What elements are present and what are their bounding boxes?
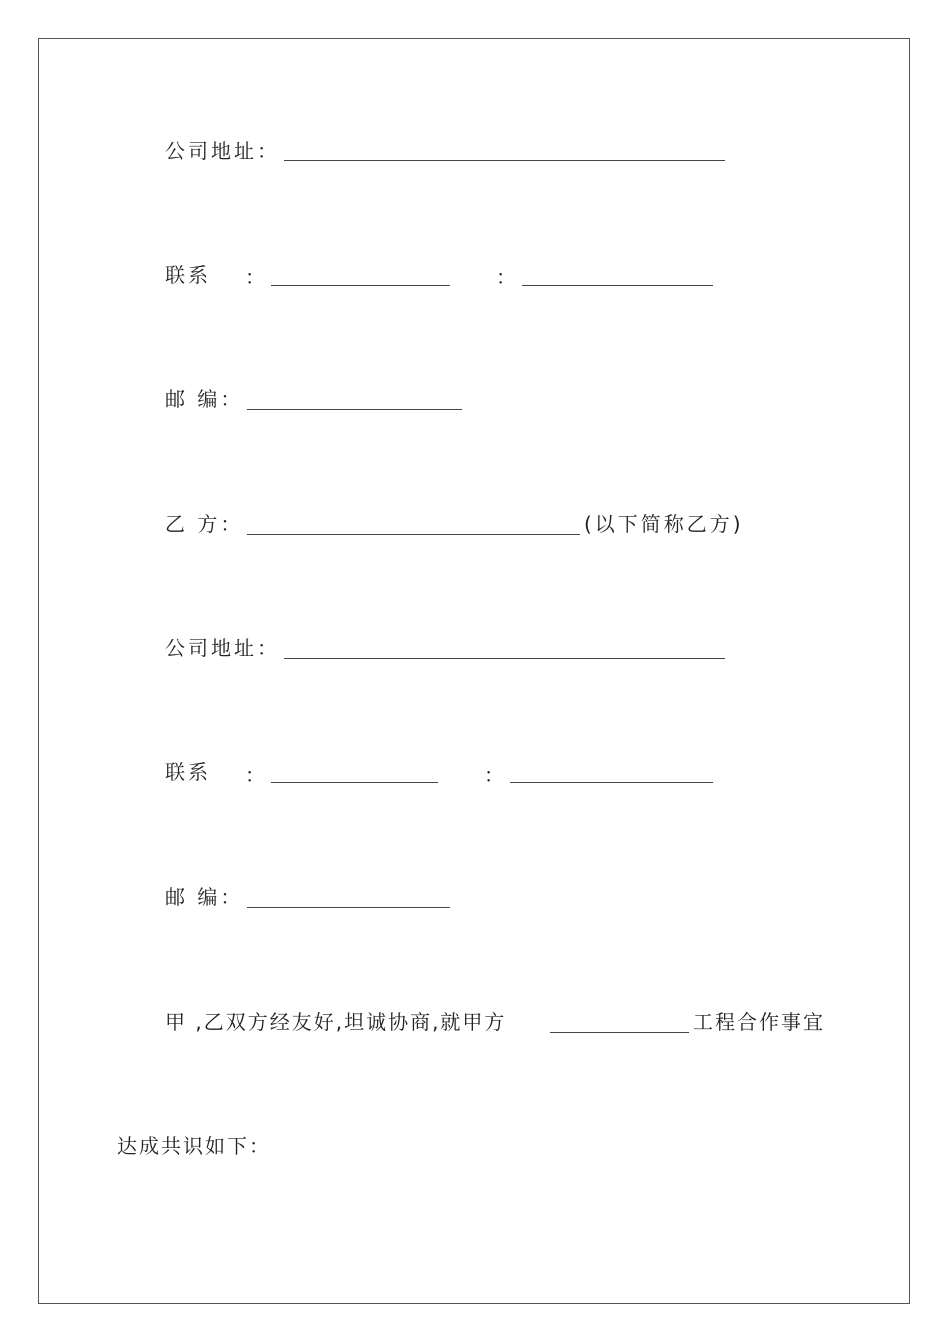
party-b-name-field[interactable] bbox=[247, 534, 580, 535]
party-a-address-field[interactable] bbox=[284, 160, 725, 161]
page-border bbox=[38, 38, 910, 1304]
party-b-label: 乙 方： bbox=[165, 512, 244, 536]
party-b-postcode-label: 邮 编： bbox=[165, 885, 244, 909]
party-a-postcode-field[interactable] bbox=[247, 409, 462, 410]
agreement-intro-cont: 达成共识如下： bbox=[117, 1134, 271, 1158]
party-a-address-label: 公司地址： bbox=[165, 139, 280, 163]
party-a-contact-field-2[interactable] bbox=[522, 285, 713, 286]
party-b-postcode-field[interactable] bbox=[247, 907, 450, 908]
party-b-abbr: (以下简称乙方) bbox=[584, 512, 744, 536]
party-b-contact-field-1[interactable] bbox=[271, 782, 438, 783]
party-a-contact-field-1[interactable] bbox=[271, 285, 450, 286]
party-a-postcode-label: 邮 编： bbox=[165, 387, 244, 411]
party-b-contact-colon-2: ： bbox=[484, 763, 507, 787]
party-a-contact-label: 联系 bbox=[165, 263, 211, 287]
party-a-contact-colon-2: ： bbox=[496, 265, 519, 289]
agreement-intro-start: 甲 ,乙双方经友好,坦诚协商,就甲方 bbox=[165, 1010, 507, 1034]
project-name-field[interactable] bbox=[550, 1032, 689, 1033]
party-b-address-label: 公司地址： bbox=[165, 636, 280, 660]
party-b-contact-colon-1: ： bbox=[245, 763, 268, 787]
party-b-contact-label: 联系 bbox=[165, 760, 211, 784]
party-b-contact-field-2[interactable] bbox=[510, 782, 713, 783]
agreement-intro-end: 工程合作事宜 bbox=[693, 1010, 825, 1034]
party-a-contact-colon-1: ： bbox=[245, 265, 268, 289]
party-b-address-field[interactable] bbox=[284, 658, 725, 659]
